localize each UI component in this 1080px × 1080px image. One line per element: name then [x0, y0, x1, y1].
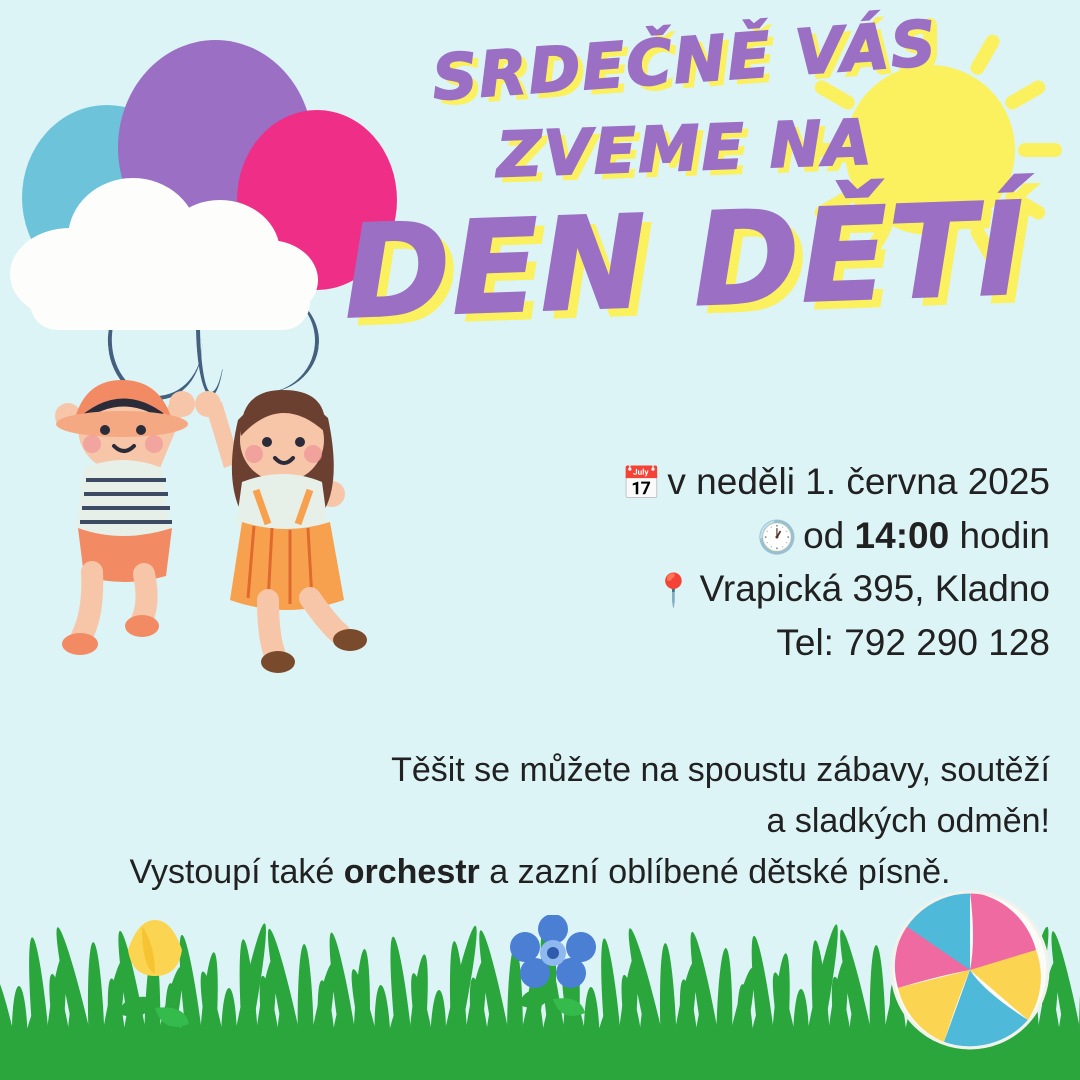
body-copy-block — [30, 745, 1050, 898]
event-time-suffix: hodin — [959, 514, 1050, 556]
headline-block — [330, 6, 1040, 348]
grass-border — [0, 910, 1080, 1080]
event-details-block — [410, 455, 1050, 670]
tulip-flower-icon — [110, 920, 200, 1035]
event-time-prefix: od — [803, 514, 845, 556]
body-copy-line-3-bold: orchestr — [343, 853, 480, 891]
cloud-icon — [10, 170, 320, 320]
beach-ball-icon — [890, 890, 1050, 1050]
body-copy-line-2: a sladkých odměn! — [766, 802, 1050, 840]
two-children-illustration — [10, 350, 440, 680]
event-date: v neděli 1. června 2025 — [667, 461, 1050, 502]
blue-flower-icon — [505, 915, 600, 1025]
headline-line-3: DEN DĚTÍ — [341, 175, 1029, 348]
event-phone-row — [410, 616, 1050, 670]
headline-line-2: ZVEME NA — [495, 105, 875, 192]
map-pin-icon: 📍 — [653, 572, 694, 609]
body-copy-line-1: Těšit se můžete na spoustu zábavy, soutěží — [391, 751, 1050, 789]
event-date-row — [410, 455, 1050, 509]
event-location: Vrapická 395, Kladno — [699, 568, 1050, 610]
event-location-row — [410, 562, 1050, 616]
event-time-row — [410, 509, 1050, 563]
clock-icon: 🕐 — [757, 518, 798, 555]
body-copy-line-3-b: a zazní oblíbené dětské písně. — [479, 853, 951, 891]
calendar-icon: 📅 — [621, 465, 662, 501]
event-time-value: 14:00 — [854, 514, 950, 556]
body-copy-line-3-a: Vystoupí také — [129, 853, 344, 891]
headline-line-1: SRDEČNĚ VÁS — [430, 6, 940, 115]
event-phone: Tel: 792 290 128 — [776, 621, 1050, 663]
